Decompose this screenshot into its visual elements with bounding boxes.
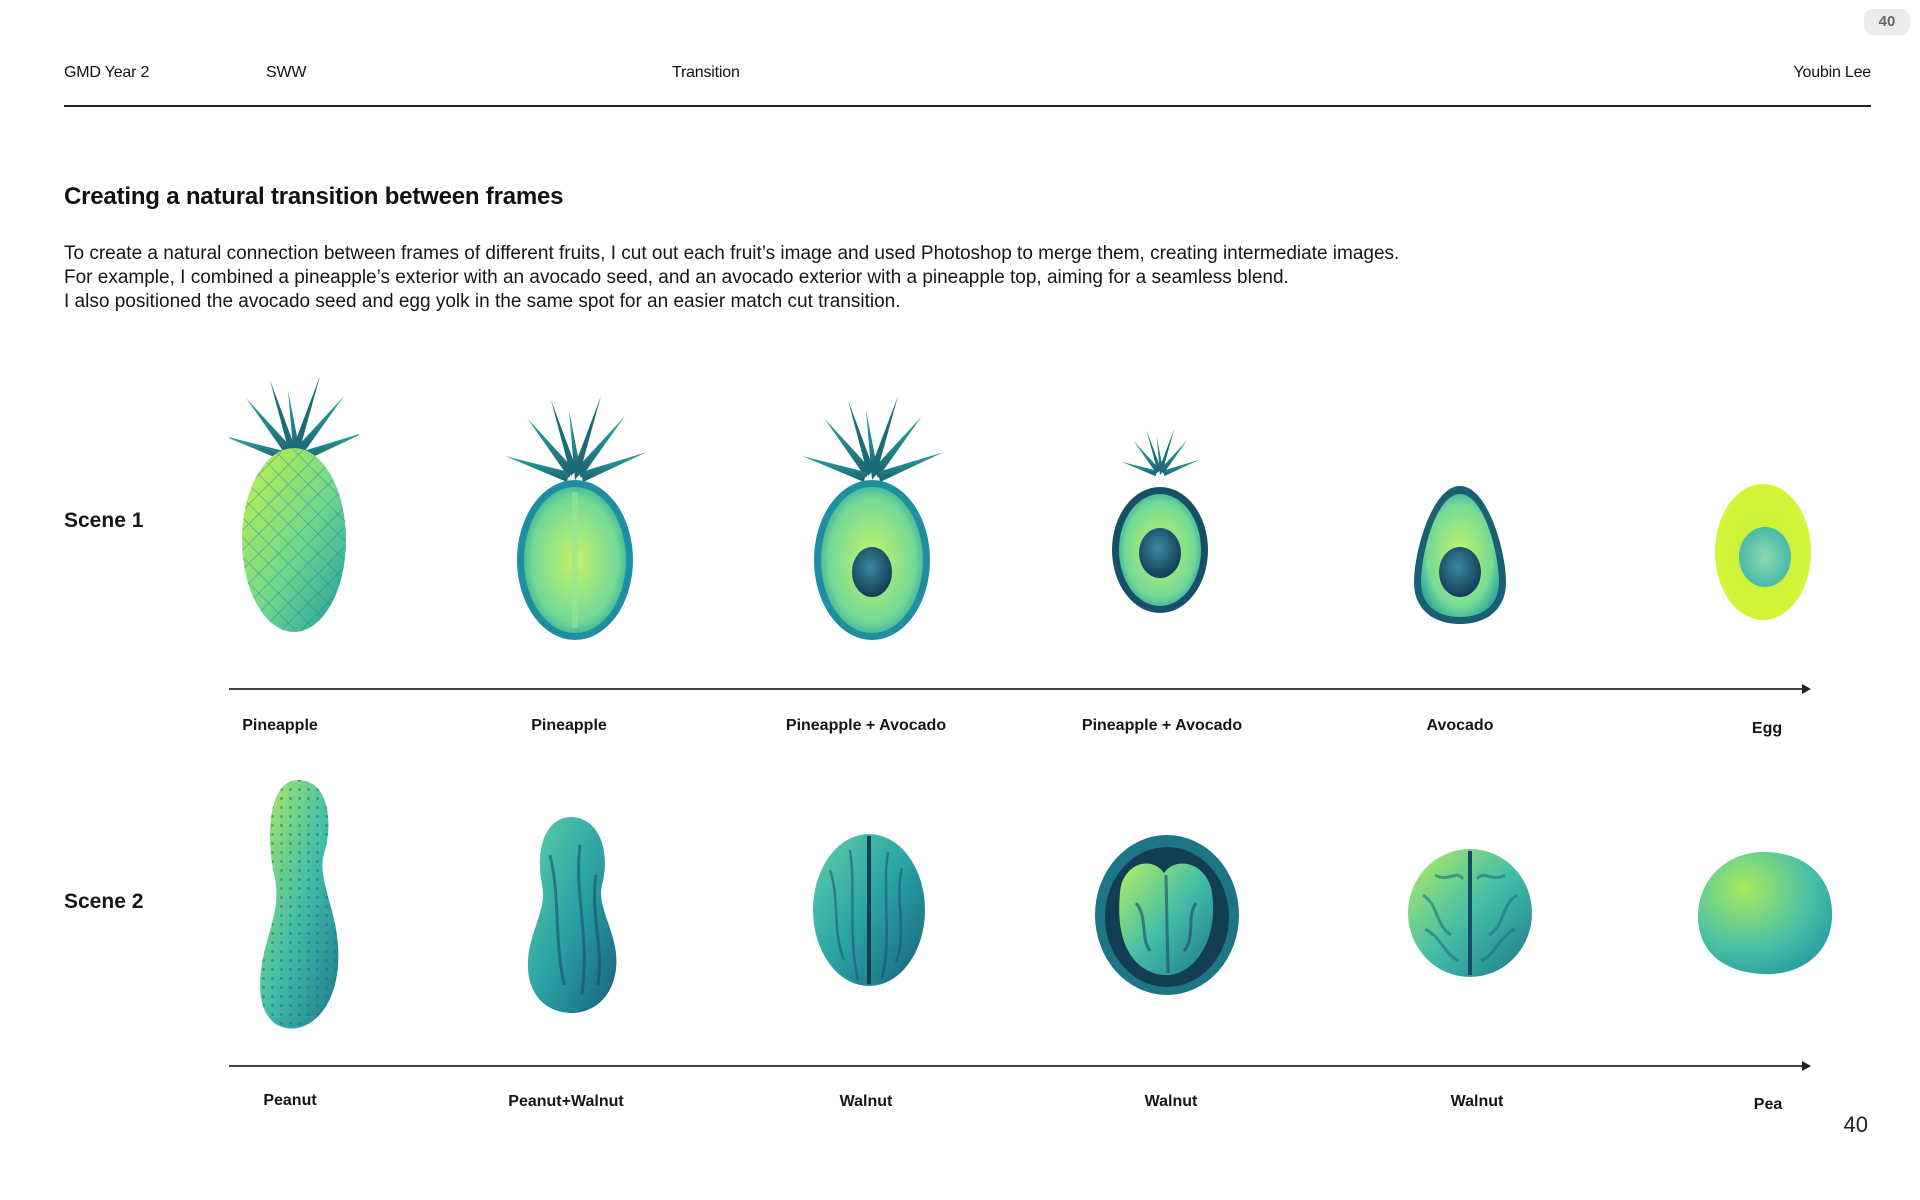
pineapple-avocado-seed-image [797, 360, 947, 640]
scene-1-caption-1: Pineapple [242, 717, 318, 734]
pineapple-half-image [500, 360, 650, 640]
pineapple-image [229, 365, 359, 635]
scene-2-caption-5: Walnut [1450, 1093, 1504, 1110]
walnut-kernel-image [1405, 845, 1535, 980]
scene-1-caption-5: Avocado [1426, 717, 1494, 734]
avocado-half-image [1408, 482, 1512, 627]
scene-1-caption-3: Pineapple + Avocado [785, 717, 947, 734]
scene-2-caption-2: Peanut+Walnut [508, 1093, 624, 1110]
header-module: SWW [266, 64, 307, 81]
scene-2-timeline [229, 1065, 1804, 1067]
scene-2-caption-6: Pea [1753, 1096, 1783, 1113]
page-number: 40 [1843, 1112, 1868, 1137]
peanut-image [250, 776, 350, 1036]
scene-2-caption-4: Walnut [1144, 1093, 1198, 1110]
scene-2-label: Scene 2 [64, 890, 144, 913]
peanut-walnut-image [520, 815, 625, 1015]
arrow-right-icon [1802, 684, 1811, 694]
scene-1-label: Scene 1 [64, 509, 144, 532]
scene-1-timeline [229, 688, 1804, 690]
header-course: GMD Year 2 [64, 64, 150, 81]
page-title: Creating a natural transition between frames [64, 183, 564, 210]
body-line-2: For example, I combined a pineapple’s exterior with an avocado seed, and an avocado exterior with a pineapple top, aiming for a seamless blend. [64, 267, 1289, 288]
scene-1-caption-4: Pineapple + Avocado [1081, 717, 1243, 734]
egg-image [1713, 482, 1813, 622]
walnut-open-image [1092, 833, 1242, 998]
avocado-pineapple-top-image [1100, 425, 1220, 620]
scene-2-caption-3: Walnut [839, 1093, 893, 1110]
body-paragraph [64, 242, 1399, 314]
body-line-3: I also positioned the avocado seed and egg yolk in the same spot for an easier match cut transition. [64, 291, 901, 312]
arrow-right-icon [1802, 1061, 1811, 1071]
header-section: Transition [672, 64, 740, 81]
walnut-image [810, 830, 928, 990]
header-author: Youbin Lee [1793, 64, 1871, 81]
scene-1-caption-2: Pineapple [531, 717, 607, 734]
pea-image [1694, 848, 1836, 978]
body-line-1: To create a natural connection between frames of different fruits, I cut out each fruit’s image and used Photoshop to merge them, creating intermediate images. [64, 243, 1400, 264]
page-badge: 40 [1864, 9, 1910, 35]
scene-1-caption-6: Egg [1751, 720, 1783, 737]
scene-2-caption-1: Peanut [263, 1092, 317, 1109]
header-divider [64, 105, 1871, 107]
